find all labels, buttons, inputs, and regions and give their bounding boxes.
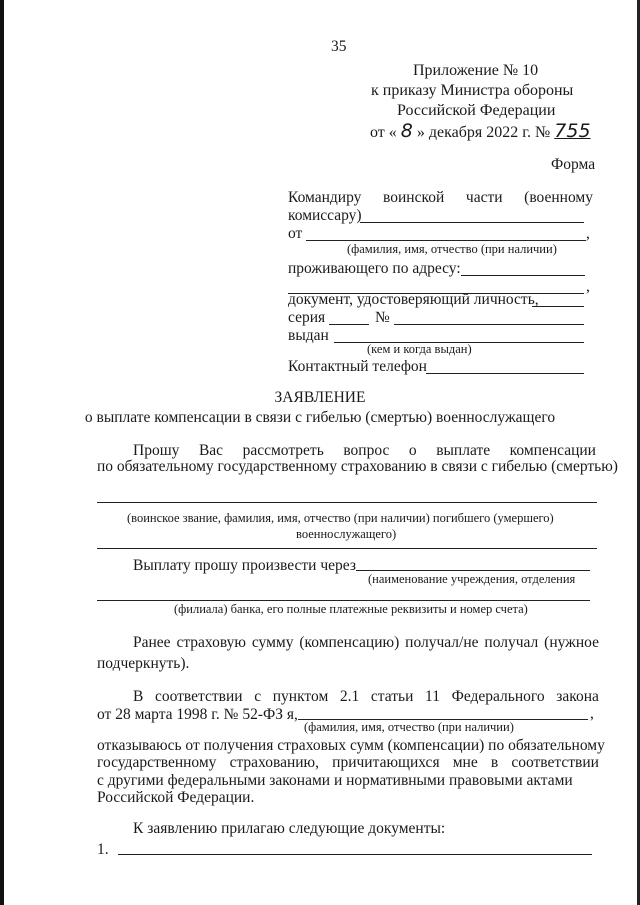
addressee-word: Командиру	[288, 189, 362, 206]
paragraph-3-line-3: отказываюсь от получения страховых сумм (компенсации) по обязательному	[97, 737, 605, 754]
word: Федерального	[451, 688, 545, 705]
word: выплате	[436, 442, 491, 459]
date-middle: » декабря 2022 г. №	[416, 124, 551, 141]
refusing-person-hint: (фамилия, имя, отчество (при наличии)	[304, 720, 514, 734]
bank-field-2[interactable]	[97, 600, 590, 601]
word: статьи	[370, 688, 414, 705]
bank-hint-1: (наименование учреждения, отделения	[368, 572, 576, 586]
word: вопрос	[343, 442, 390, 459]
word: Вас	[198, 442, 224, 459]
comma: ,	[590, 705, 594, 722]
issued-label: выдан	[288, 327, 329, 344]
date-prefix: от «	[370, 124, 397, 141]
word: (нужное	[544, 634, 599, 651]
from-label: от	[288, 225, 303, 242]
commissar-field[interactable]	[360, 222, 584, 223]
word: мне	[452, 754, 478, 771]
applicant-name-hint: (фамилия, имя, отчество (при наличии)	[347, 242, 557, 256]
phone-field[interactable]	[426, 373, 584, 374]
word: рассмотреть	[242, 442, 324, 459]
number-label: №	[375, 309, 390, 326]
word: 2.1	[339, 688, 360, 705]
word: с	[254, 688, 262, 705]
paragraph-3-line-4	[97, 754, 599, 772]
payment-label: Выплату прошу произвести через	[133, 557, 356, 574]
page-number: 35	[331, 38, 347, 55]
paragraph-3-line-2: от 28 марта 1998 г. № 52-ФЗ я,	[97, 706, 298, 723]
word: о	[408, 442, 417, 459]
statement-subtitle: о выплате компенсации в связи с гибелью (смертью) военнослужащего	[84, 409, 556, 426]
commissar-label: комиссару)	[288, 207, 362, 224]
series-label: серия	[288, 309, 326, 326]
scan-edge-left	[0, 0, 4, 905]
issued-hint: (кем и когда выдан)	[367, 342, 472, 356]
appendix-order: к приказу Министра обороны	[371, 82, 574, 99]
word: Ранее	[133, 634, 171, 651]
residing-label: проживающего по адресу:	[288, 260, 461, 277]
deceased-hint-2: военнослужащего)	[296, 527, 397, 541]
address-field-1[interactable]	[461, 275, 585, 276]
addressee-line-1	[288, 189, 593, 207]
applicant-name-field[interactable]	[306, 240, 586, 241]
word: пунктом	[272, 688, 329, 705]
series-field[interactable]	[329, 324, 369, 325]
number-field[interactable]	[394, 324, 584, 325]
attachment-item-1-field[interactable]	[118, 854, 592, 855]
word: (компенсацию)	[299, 634, 400, 651]
date-day-handwritten: 8	[400, 120, 413, 142]
word: компенсации	[509, 442, 596, 459]
appendix-title: Приложение № 10	[413, 62, 539, 79]
bank-field-1[interactable]	[356, 570, 590, 571]
deceased-name-field-2[interactable]	[97, 548, 597, 549]
paragraph-1-line-2: по обязательному государственному страхованию в связи с гибелью (смертью)	[97, 458, 618, 475]
paragraph-3-line-5: с другими федеральными законами и нормативными правовыми актами	[97, 772, 573, 789]
word: получал	[484, 634, 539, 651]
bank-hint-2: (филиала) банка, его полные платежные реквизиты и номер счета)	[174, 602, 528, 616]
appendix-federation: Российской Федерации	[397, 102, 556, 119]
addressee-word: части	[465, 189, 503, 206]
word: получал/не	[405, 634, 479, 651]
phone-label: Контактный телефон	[288, 358, 427, 375]
id-document-field[interactable]	[532, 306, 584, 307]
word: Прошу	[133, 442, 180, 459]
word: 11	[425, 688, 440, 705]
addressee-word: воинской	[383, 189, 445, 206]
word: В	[133, 688, 144, 705]
deceased-hint-1: (воинское звание, фамилия, имя, отчество (при наличии) погибшего (умершего)	[127, 511, 554, 525]
id-document-label: документ, удостоверяющий личность,	[288, 291, 539, 308]
word: государственному	[97, 754, 217, 771]
word: соответствии	[511, 754, 599, 771]
word: страховую	[176, 634, 246, 651]
word: сумму	[251, 634, 294, 651]
word: в	[490, 754, 499, 771]
attachment-item-number: 1.	[97, 841, 109, 858]
appendix-date-line	[370, 122, 591, 142]
addressee-word: (военному	[524, 189, 593, 206]
paragraph-2-line-1	[133, 634, 599, 652]
statement-title: ЗАЯВЛЕНИЕ	[274, 389, 366, 406]
comma: ,	[586, 278, 590, 295]
paragraph-3-line-1	[133, 688, 599, 706]
deceased-name-field[interactable]	[97, 502, 597, 503]
paragraph-2-line-2: подчеркнуть).	[97, 655, 190, 672]
word: закона	[556, 688, 599, 705]
word: страхованию,	[229, 754, 320, 771]
paragraph-3-line-6: Российской Федерации.	[97, 789, 255, 806]
order-number-handwritten: 755	[554, 120, 591, 142]
comma: ,	[586, 225, 590, 242]
word: причитающихся	[332, 754, 440, 771]
attachments-label: К заявлению прилагаю следующие документы:	[133, 820, 446, 837]
word: соответствии	[154, 688, 243, 705]
form-label: Форма	[551, 156, 596, 173]
